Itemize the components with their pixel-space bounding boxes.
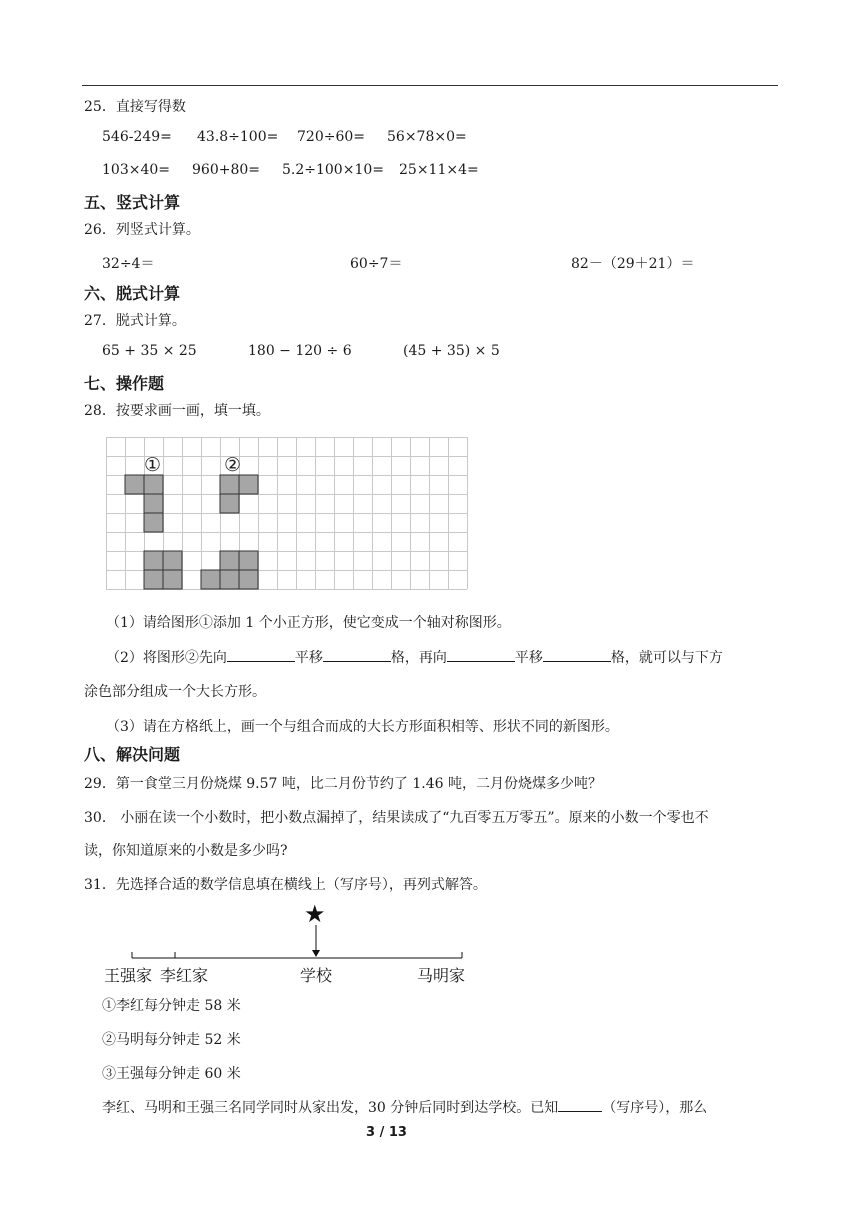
q31-last-text: （写序号），那么 (602, 1100, 708, 1116)
q25-item: 5.2÷100×10= (282, 162, 384, 178)
place-label: 马明家 (417, 966, 466, 985)
header-rule (82, 85, 778, 86)
answer-blank[interactable] (227, 647, 295, 662)
q31-title: 31．先选择合适的数学信息填在横线上（写序号），再列式解答。 (84, 877, 487, 893)
q31-last-text: 李红、马明和王强三名同学同时从家出发，30 分钟后同时到达学校。已知 (102, 1100, 559, 1116)
q25-item: 103×40= (102, 162, 170, 178)
q29-text: 29．第一食堂三月份烧煤 9.57 吨，比二月份节约了 1.46 吨，二月份烧煤多少吨？ (84, 776, 602, 792)
page-number: 3 / 13 (366, 1125, 407, 1140)
q25-item: 720÷60= (297, 129, 365, 145)
answer-blank[interactable] (323, 647, 391, 662)
shape-1 (125, 475, 163, 532)
q25-item: 25×11×4= (399, 162, 479, 178)
q25-title: 25．直接写得数 (84, 99, 186, 115)
q28-part2-text: 格，再向 (390, 650, 447, 666)
q28-part2 (106, 647, 723, 667)
q26-item: 82－（29＋21）＝ (571, 256, 695, 272)
q26-item: 32÷4＝ (102, 256, 155, 272)
answer-blank[interactable] (558, 1097, 602, 1112)
q31-info: ③王强每分钟走 60 米 (102, 1066, 241, 1082)
star-icon: ★ (304, 900, 326, 928)
section-title: 七、操作题 (84, 374, 165, 393)
q27-item: 65 + 35 × 25 (102, 343, 197, 359)
shape-2-label: ② (224, 454, 242, 476)
q27-item: 180 − 120 ÷ 6 (248, 343, 352, 359)
q28-part3: （3）请在方格纸上，画一个与组合而成的大长方形面积相等、形状不同的新图形。 (106, 719, 619, 735)
q25-item: 546-249= (102, 129, 172, 145)
answer-blank[interactable] (543, 647, 611, 662)
q25-item: 43.8÷100= (197, 129, 279, 145)
q28-part2-text: 平移 (294, 650, 323, 666)
q28-title: 28．按要求画一画，填一填。 (84, 403, 270, 419)
shape-2 (220, 475, 258, 513)
section-title: 八、解决问题 (84, 745, 181, 764)
section-title: 五、竖式计算 (84, 193, 181, 212)
q28-part2-text: 格，就可以与下方 (610, 650, 723, 666)
answer-blank[interactable] (447, 647, 515, 662)
q31-info: ②马明每分钟走 52 米 (102, 1032, 241, 1048)
q26-title: 26．列竖式计算。 (84, 222, 200, 238)
q28-part1: （1）请给图形①添加 1 个小正方形，使它变成一个轴对称图形。 (106, 615, 511, 631)
q26-item: 60÷7＝ (350, 256, 403, 272)
place-label: 李红家 (160, 966, 209, 985)
q28-part2-text: （2）将图形②先向 (106, 650, 227, 666)
q30-line2: 读，你知道原来的小数是多少吗? (84, 843, 288, 859)
section-title: 六、脱式计算 (84, 284, 181, 303)
q28-part2-text: 平移 (514, 650, 543, 666)
place-label: 学校 (300, 966, 333, 985)
q30-line1: 30． 小丽在读一个小数时，把小数点漏掉了，结果读成了“九百零五万零五”。原来的小数一个零也不 (84, 810, 709, 826)
q28-part2-cont: 涂色部分组成一个大长方形。 (84, 684, 266, 700)
shape-1-label: ① (144, 454, 162, 476)
q31-last-line (102, 1097, 707, 1117)
q27-item: (45 + 35) × 5 (403, 343, 500, 359)
square-grid-figure (106, 437, 472, 597)
place-label: 王强家 (104, 966, 153, 985)
q31-info: ①李红每分钟走 58 米 (102, 998, 241, 1014)
q27-title: 27．脱式计算。 (84, 313, 186, 329)
q25-item: 960+80= (192, 162, 260, 178)
arrow-head-icon (312, 950, 320, 957)
q25-item: 56×78×0= (387, 129, 467, 145)
